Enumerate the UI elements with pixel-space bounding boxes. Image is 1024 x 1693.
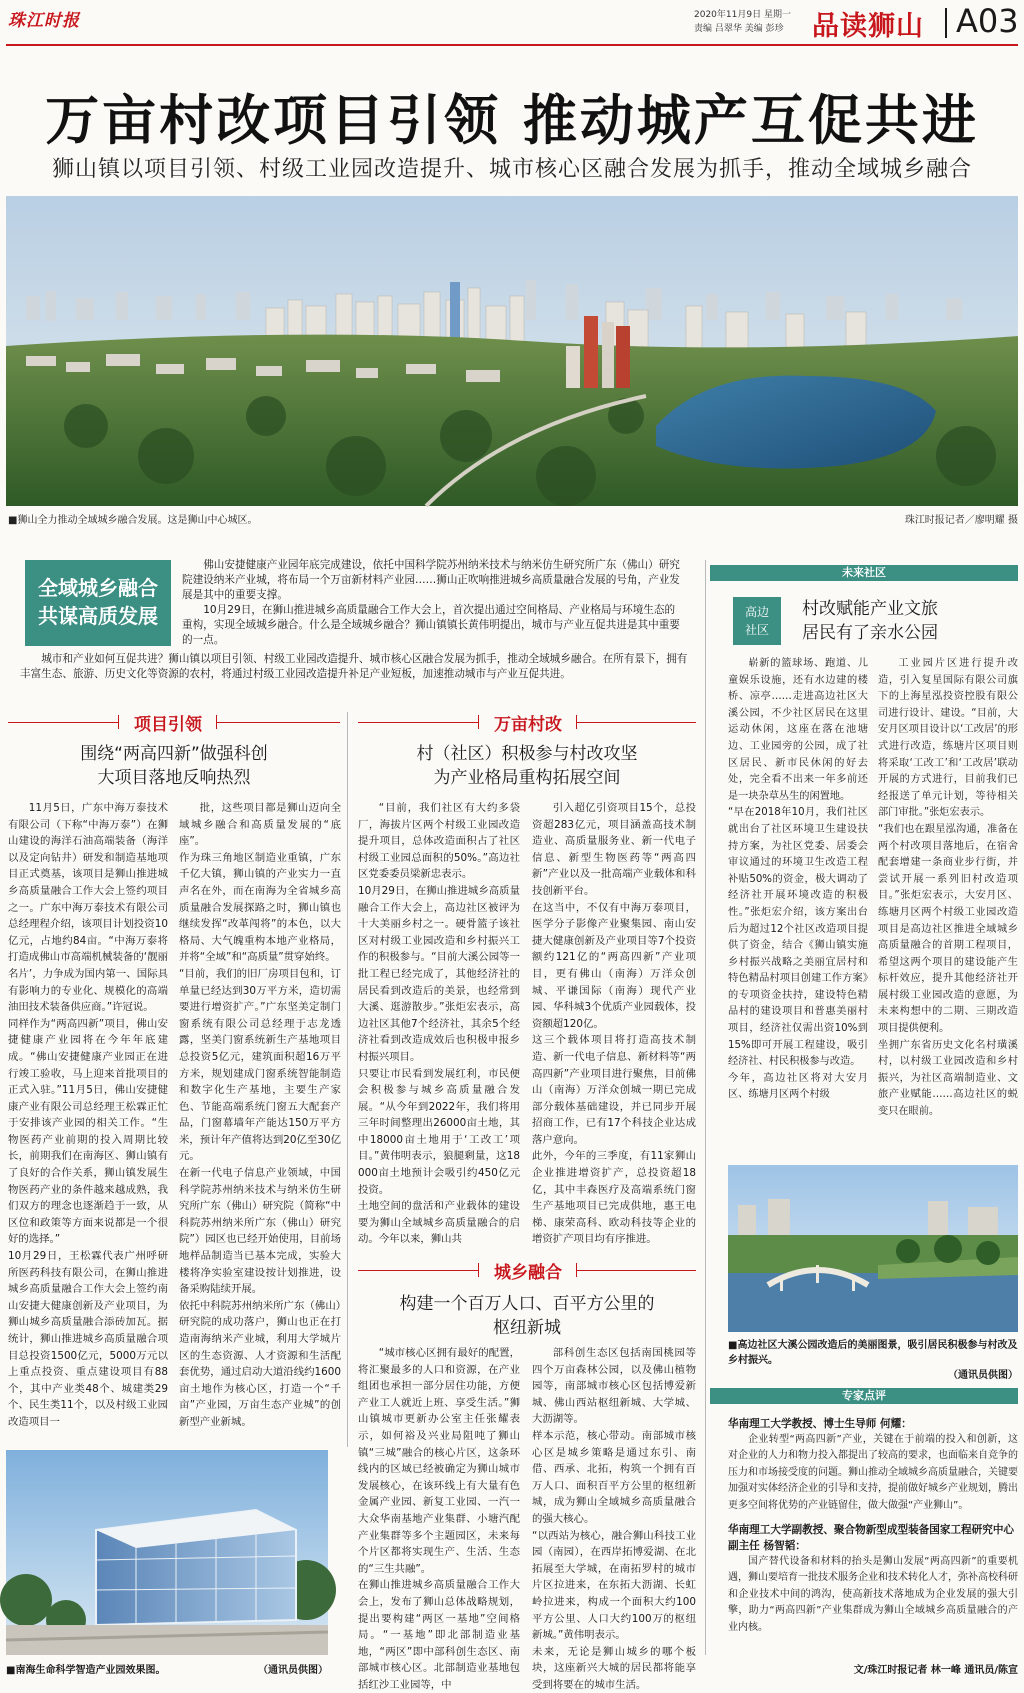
community-body-2: 工业园片区进行提升改造，引入复星国际有限公司旗下的上海星泓投资控股有限公司进行设计、建设。“目前，大安月区项目设计以‘工改居’的形式进行改造，练塘片区项目则将采取‘工改工’和‘工改居’联动开展的方式进行，目前我们已经报送了单元计划，等待相关部门审批。”张炬宏表示。 “我们也在跟星泓沟通，准备在两个村改项目落地后，在宿舍配套增建一条商业步行街，并尝试开展一系列旧村改造项目。”张炬宏表示，大安月区、练塘月区两个村级工业园改造项目是高边社区推进全域城乡高质量融合的首期工程项目，希望这两个项目的建设能产生标杆效应，提升其他经济社开展村级工业园改造的意愿，为未来构想中的二期、三期改造项目提供便利。 坐拥广东省历史文化名村璜溪村，以村级工业园改造和乡村振兴，为社区高端制造业、文旅产业赋能……高边社区的蜕变只在眼前。 [878, 658, 1018, 1118]
article-title-2-line1: 村（社区）积极参与村改攻坚 [416, 744, 638, 764]
article-1-body-1: 11月5日，广东中海万泰技术有限公司（下称“中海万泰”）在狮山建设的海洋石油高端装备（海洋以及定向钻井）研发和制造基地项目正式奠基，该项目是狮山推进城乡高质量融合工作大会上签约项目之一。广东中海万泰技术有限公司总经理程介绍，该项目计划投资10亿元，占地约84亩。“中海万泰将打造成佛山市高端机械装备的‘靓丽名片’，力争成为国内第一、国际具有影响力的专业化、规模化的高端油田技术装备供应商。”许冠说。 同样作为“两高四新”项目，佛山安捷健康产业园将在今年年底建成。“佛山安捷健康产业园正在进行竣工验收，马上迎来首批项目的正式入驻。”11月5日，佛山安捷健康产业有限公司总经理王松霖正忙于安排该产业园的相关工作。“生物医药产业前期的投入周期比较长，前期我们在南海区、狮山镇有了良好的合作关系，狮山镇发展生物医药产业的条件越来越成熟，我们双方的理念也逐渐趋于一致，从区位和政策等方面来说都是一个很好的选择。” 10月29日，王松霖代表广州呼研所医药科技有限公司，在狮山推进城乡高质量融合工作大会上签约南山安捷大健康创新及产业项目，为狮山城乡高质量融合添砖加瓦。据统计，狮山推进城乡高质量融合项目总投资1500亿元，5000万元以上重点投资、重点建设项目有88个，其中产业类48个、城建类29个、民生类11个，以及村级工业园改造项目一 [8, 802, 168, 1428]
article-title-3 [358, 1292, 696, 1340]
building-photo-caption-text: ■南海生命科学智造产业园效果图。 [6, 1665, 166, 1676]
page-number: A03 [956, 2, 1019, 40]
community-column-2 [878, 656, 1018, 1134]
expert-review [728, 1416, 1018, 1636]
section-label-village-renovation: 万亩村改 [494, 715, 562, 735]
article-title-1 [8, 742, 340, 790]
expert-2-name: 华南理工大学副教授、聚合物新型成型装备国家工程研究中心副主任 杨智韬： [728, 1524, 1015, 1553]
main-photo-caption: ■狮山全力推动全域城乡融合发展。这是狮山中心城区。 [8, 515, 258, 526]
column-divider [705, 560, 706, 1655]
section-rule [8, 722, 118, 723]
future-community-band: 未来社区 [710, 565, 1018, 581]
article-2-body-2: 引入超亿引资项目15个，总投资超283亿元，项目涵盖高技术制造业、高质量服务业、新一代电子信息、新型生物医药等“两高四新”产业以及一批高端产业载体和科技创新平台。 在这当中，不仅有中海万泰项目，医学分子影像产业聚集园、南山安捷大健康创新及产业项目等7个投资额约121亿的“两高四新”产业项目，更有佛山（南海）万洋众创城、平谦国际（南海）现代产业园、华科城3个优质产业园载体，投资额超120亿。 这三个载体项目将打造高技术制造、新一代电子信息、新材料等“两高四新”产业项目进行聚焦，目前佛山（南海）万洋众创城一期已完成部分载体基础建设，并已同步开展招商工作，已有17个科技企业达成落户意向。 此外，今年的三季度，有11家狮山企业推进增资扩产，总投资超18亿，其中丰森医疗及高端系统门窗生产基地项目已完成供地，惠王电梯、康荣高科、欧动科技等企业的增资扩产项目均有序推进。 [532, 802, 696, 1246]
expert-review-band: 专家点评 [710, 1388, 1018, 1404]
section-rule [576, 722, 696, 723]
intro-paragraph-3: 城市和产业如何互促共进？狮山镇以项目引领、村级工业园改造提升、城市核心区融合发展为抓手，推动全域城乡融合。在所有景下，拥有丰富生态、旅游、历史文化等资源的农村，将通过村级工业园改造提升补足产业短板，加速推动城市与产业互促共进。 [20, 653, 688, 680]
header-rule [6, 44, 1018, 46]
byline: 文/珠江时报记者 林一峰 通讯员/陈宣 [853, 1665, 1018, 1676]
community-title-line1: 村改赋能产业文旅 [802, 599, 938, 619]
article-title-1-line1: 围绕“两高四新”做强科创 [80, 744, 268, 764]
article-1-column-1 [8, 800, 168, 1440]
community-badge-line1: 高边 [744, 605, 769, 619]
section-rule [216, 722, 340, 723]
community-column-1 [728, 656, 868, 1134]
section-rule [478, 1263, 479, 1277]
intro-badge-line1: 全域城乡融合 [38, 576, 158, 600]
issue-date: 2020年11月9日 星期一 [694, 10, 791, 20]
article-title-3-line2: 枢纽新城 [493, 1318, 561, 1338]
article-1-column-2 [179, 800, 341, 1440]
section-rule [118, 715, 119, 729]
page-headline: 万亩村改项目引领 推动城产互促共进 [45, 89, 979, 152]
article-3-column-2 [532, 1345, 696, 1691]
dax-park-image [728, 1165, 1018, 1332]
building-photo-credit: （通讯员供图） [258, 1665, 328, 1676]
article-1-body-2: 批，这些项目都是狮山迈向全域城乡融合和高质量发展的“底座”。 作为珠三角地区制造业重镇，广东千亿大镇，狮山镇的产业实力一直声名在外，而在南海为全省城乡高质量融合发展探路之时，狮山镇也继续发挥“改革闯将”的本色，以大格局、大气魄重构本地产业格局，并将“全域”和“高质量”贯穿始终。 “目前，我们的旧厂房项目包和，订单量已经达到30万平方米，造切需要进行增资扩产。”广东坚美定制门窗系统有限公司总经理于志龙透露，坚美门窗系统新生产基地项目总投资5亿元，建筑面积超16万平方米，规划建成门窗系统智能制造和数字化生产基地，主要生产家色、节能高端系统门窗五大配套产品，门窗幕墙年产能达150万平方米，预计年产值将达到20亿至30亿元。 在新一代电子信息产业领域，中国科学院苏州纳米技术与纳米仿生研究所广东（佛山）研究院（简称“中科院苏州纳米所广东（佛山）研究院”）园区也已经开始使用，目前场地样品制造当已基本完成，实验大楼将净实验室建设按计划推进，设备采购陆续开展。 依托中科院苏州纳米所广东（佛山）研究院的成功落户，狮山也正在打造南海纳米产业城，利用大学城片区的生态资源、人才资源和生活配套优势，通过启动大道沿线约1600亩土地作为核心区，打造一个“千亩”产业园，万亩生态产业城”的创新型产业新城。 [179, 802, 341, 1428]
section-label-urban-rural: 城乡融合 [494, 1263, 562, 1283]
column-divider [347, 712, 348, 1447]
intro-badge [25, 560, 171, 646]
intro-paragraph-2: 10月29日，在狮山推进城乡高质量融合工作大会上，首次提出通过空间格局、产业格局与环境生态的重构，实现全域城乡融合。什么是全域城乡融合？狮山镇镇长黄伟明提出，城市与产业互促共进是其中重要的一点。 [182, 604, 680, 646]
community-badge-line2: 社区 [744, 623, 769, 637]
park-photo-caption-text: ■高边社区大溪公园改造后的美丽图景，吸引居民积极参与村改及乡村振兴。 [728, 1340, 1018, 1366]
community-article-title [802, 597, 1018, 645]
issue-info [694, 8, 791, 36]
page-number-divider [945, 8, 947, 38]
intro-text [182, 558, 682, 648]
park-photo [728, 1165, 1018, 1332]
page-subheadline: 狮山镇以项目引领、村级工业园改造提升、城市核心区融合发展为抓手，推动全域城乡融合 [51, 157, 972, 182]
aerial-city-image [6, 196, 1018, 506]
park-photo-credit: （通讯员供图） [948, 1370, 1018, 1381]
article-title-3-line1: 构建一个百万人口、百平方公里的 [399, 1294, 655, 1314]
article-2-column-2 [532, 800, 696, 1246]
section-rule [576, 1270, 696, 1271]
article-3-column-1 [358, 1345, 520, 1691]
expert-2-comment: 国产替代设备和材料的抬头是狮山发展“两高四新”的重要机遇，狮山要培育一批技术服务企业和技术转化人才，弥补高校科研和企业技术中间的鸿沟，使高新技术落地成为企业发展的强大引擎，助力“两高四新”产业集群成为狮山全域城乡高质量融合的产业内核。 [728, 1556, 1018, 1633]
building-rendering-photo [6, 1450, 328, 1655]
park-photo-caption [728, 1338, 1018, 1383]
community-body-1: 崭新的篮球场、跑道、儿童娱乐设施，还有水边建的楼桥、凉亭……走进高边社区大溪公园，不少社区居民在这里运动休闲，这座在落在池塘边、工业园旁的公园，成了社区居民、新市民休闲的好去处，完全看不出来一年多前还是一块杂草丛生的闲置地。 “早在2018年10月，我们社区就出台了社区环境卫生建设扶持方案，为社区党委、居委会审议通过的环境卫生改造工程补贴50%的资金，极大调动了经济社开展环境改造的积极性。”张炬宏介绍，该方案出台后为超过12个社区改造项目提供了资金，结合《狮山镇实施乡村振兴战略之美丽宜居村和特色精品村项目创建工作方案》的专项资金扶持，建设特色精品村的建设项目和普惠美丽村项目，经济社仅需出资10%到15%即可开展工程建设，吸引经济社、村民积极参与改造。 今年，高边社区将对大安月区、练塘月区两个村级 [728, 658, 868, 1101]
article-3-body-1: “城市核心区拥有最好的配置，将汇聚最多的人口和资源，在产业组团也承担一部分居住功能，方便产业工人就近上班、享受生活。”狮山镇城市更新办公室主任张耀表示，如何裕及兴业局阻吨了狮山镇“三城”融合的核心片区，这条环线内的区域已经被确定为狮山城市发展核心，在该环线上有大量有色金属产业园、新复工业园、一汽一大众华南基地产业集群、小塘汽配产业集群等多个主题园区，未来每个片区都将实现生产、生活、生态的“三生共融”。 在狮山推进城乡高质量融合工作大会上，发布了狮山总体战略规划，提出要构建“两区一基地”空间格局。“一基地”即北部制造业基地，“两区”即中部科创生态区、南部城市核心区。北部制造业基地包括红沙工业园等，中 [358, 1347, 520, 1691]
article-2-body-1: “目前，我们社区有大约多袋厂，海拔片区两个村级工业园改造提升项目，总体改造面积占了社区村级工业园总面积的50%。”高边社区党委委员梁新忠表示。 10月29日，在狮山推进城乡高质量融合工作大会上，高边社区被评为十大美丽乡村之一。硬骨篮子该社区对村级工业园改造和乡村振兴工作的积极参与。“目前大溪公园等一批工程已经完成了，其他经济社的居民看到改造后的美景，也经常到大溪、逛游散步。”张炬宏表示，高边社区其他7个经济社，其余5个经济社看到改造成效后也积极申报乡村振兴项目。 只要让市民看到发展红利，市民便会积极参与城乡高质量融合发展。“从今年到2022年，我们将用三年时间整理出26000亩土地，其中18000亩土地用于‘工改工’项目。”黄伟明表示，狼腿剩量，这18000亩土地预计会吸引约450亿元投资。 土地空间的盘活和产业载体的建设要为狮山全域城乡高质量融合的启动。今年以来，狮山共 [358, 802, 520, 1246]
article-3-body-2: 部科创生态区包括南国桃园等四个万亩森林公园，以及佛山植物园等，南部城市核心区包括博爱新城、佛山西站枢纽新城、大学城、大沥湖等。 样本示范，核心带动。南部城市核心区是城乡策略是通过东引、南借、西承、北拓，构筑一个拥有百万人口、面积百平方公里的枢纽新城，成为狮山全域城乡高质量融合的强大核心。 “以西站为核心，融合狮山科技工业园（南园），在西岸拓博爱湖、在北拓展至大学城，在南拓罗村的城市片区拉进来，在东拓大沥湖、长虹岭拉进来，构成一个面积大约100平方公里、人口大约100万的枢纽新城。”黄伟明表示。 未来，无论是狮山城乡的哪个板块，这座新兴大城的居民都将能享受到将要在的城市生活。 [532, 1347, 696, 1691]
expert-1-name: 华南理工大学教授、博士生导师 何耀： [728, 1418, 912, 1430]
masthead-logo: 珠江时报 [8, 11, 80, 31]
gaobian-community-badge [733, 597, 781, 645]
building-rendering-image [6, 1450, 328, 1655]
section-rule [478, 715, 479, 729]
section-label-project-lead: 项目引领 [134, 715, 202, 735]
main-photo-city [6, 196, 1018, 506]
intro-paragraph-1: 佛山安捷健康产业园年底完成建设，依托中国科学院苏州纳米技术与纳米仿生研究所广东（佛山）研究院建设纳米产业城，将布局一个万亩新材料产业园……狮山正吹响推进城乡高质量融合发展的号角，产业发展是其中的重要支撑。 [182, 559, 680, 601]
main-photo-credit: 珠江时报记者／廖明耀 摄 [904, 515, 1018, 526]
article-title-2-line2: 为产业格局重构拓展空间 [433, 768, 621, 788]
intro-badge-line2: 共谋高质发展 [38, 604, 158, 628]
article-2-column-1 [358, 800, 520, 1246]
article-title-1-line2: 大项目落地反响热烈 [97, 768, 251, 788]
article-title-2 [358, 742, 696, 790]
building-photo-caption [6, 1661, 328, 1676]
issue-editors: 责编 吕翠华 美编 彭珍 [694, 24, 784, 34]
section-rule [358, 1270, 478, 1271]
section-brand: 品读狮山 [812, 11, 924, 42]
section-rule [358, 722, 478, 723]
expert-1-comment: 企业转型“两高四新”产业，关键在于前端的投入和创新，这对企业的人力和物力投入都提出了较高的要求，也面临来自竞争的压力和市场接受度的问题。狮山推动全域城乡高质量融合，关键要加强对实体经济企业的引导和支持，提前做好城乡产业规划，腾出更多空间将优势的产业链留住，做大做强“产业狮山”。 [728, 1434, 1018, 1511]
community-title-line2: 居民有了亲水公园 [802, 623, 938, 643]
